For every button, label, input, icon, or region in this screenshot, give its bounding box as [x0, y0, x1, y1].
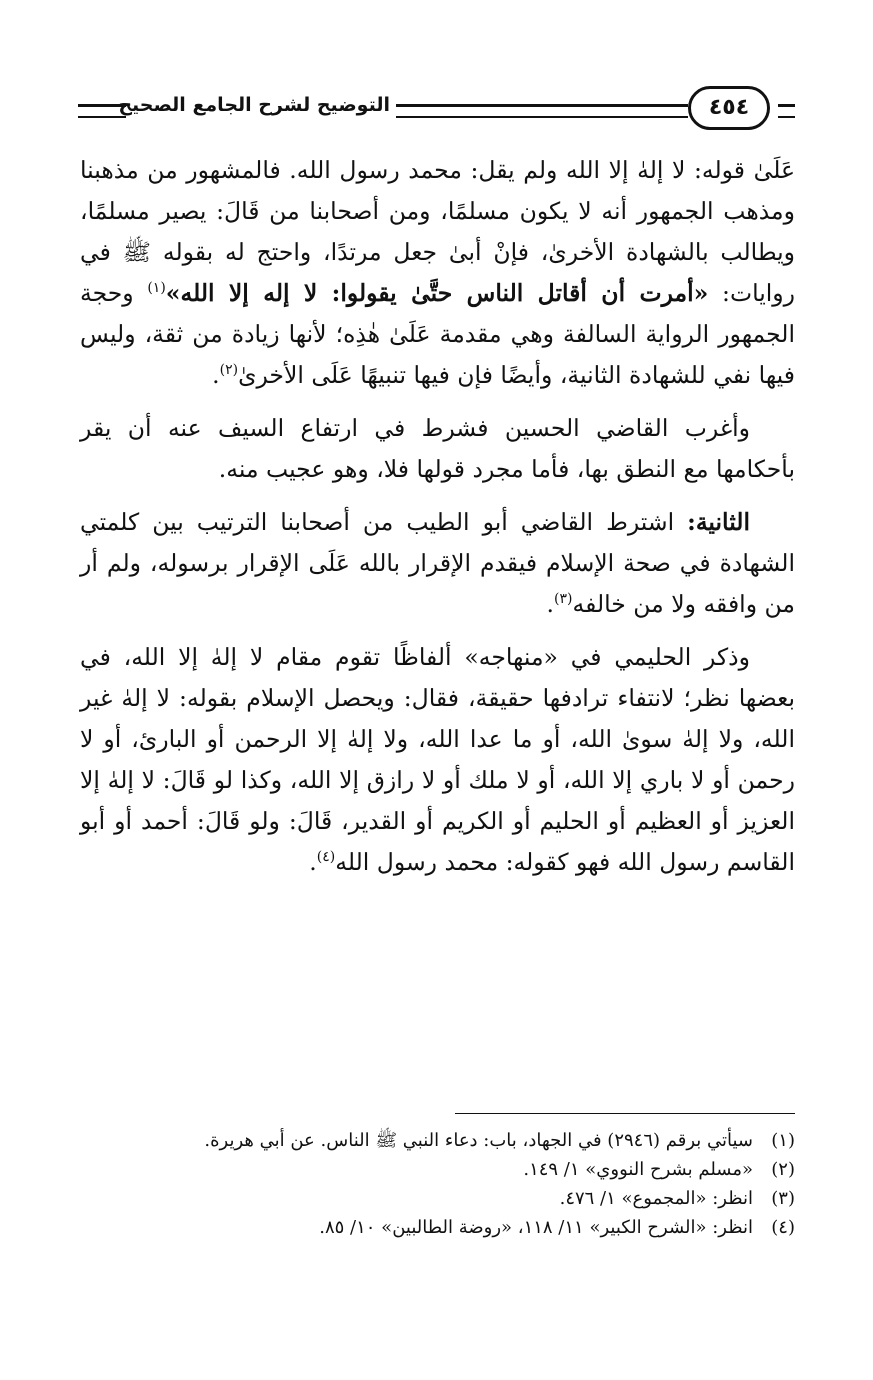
page-header — [78, 86, 795, 130]
footnote-text: انظر: «المجموع» ١/ ٤٧٦. — [559, 1188, 753, 1209]
hadith-quote: «أمرت أن أقاتل الناس حتَّىٰ يقولوا: لا إله إلا الله» — [165, 279, 709, 307]
paragraph-2: وأغرب القاضي الحسين فشرط في ارتفاع السيف عنه أن يقر بأحكامها مع النطق بها، فأما مجرد قولها فلا، وهو عجيب منه. — [80, 414, 795, 483]
footnote-text: انظر: «الشرح الكبير» ١١/ ١١٨، «روضة الطالبين» ١٠/ ٨٥. — [319, 1217, 753, 1238]
p4-text: وذكر الحليمي في «منهاجه» ألفاظًا تقوم مقام لا إلهٰ إلا الله، في بعضها نظر؛ لانتفاء ترادفها حقيقة، فقال: ويحصل الإسلام بقوله: لا إلهٰ غير الله، ولا إلهٰ سوىٰ الله، أو ما عدا الله، ولا إلهٰ إلا الرحمن أو البارئ، أو لا رحمن أو لا باري إلا الله، أو لا ملك أو لا رازق إلا الله، وكذا لو قَالَ: لا إلهٰ إلا العزيز أو العظيم أو الحليم أو الكريم أو القدير، قَالَ: ولو قَالَ: أحمد أو أبو القاسم رسول الله فهو كقوله: محمد رسول الله — [80, 643, 795, 876]
footnote-number: (٢) — [771, 1159, 795, 1180]
footnote-separator — [455, 1113, 795, 1114]
p3-text: اشترط القاضي أبو الطيب من أصحابنا الترتيب بين كلمتي الشهادة في صحة الإسلام فيقدم الإقرار بالله عَلَى الإقرار برسوله، ولم أر من وافقه ولا من خالفه — [80, 508, 795, 618]
footnotes — [80, 1126, 795, 1242]
footnote-ref-2: (٢) — [219, 362, 239, 379]
footnote-1 — [80, 1126, 795, 1155]
footnote-number: (٣) — [771, 1188, 795, 1209]
running-title: التوضيح لشرح الجامع الصحيح — [118, 94, 390, 116]
second-heading: الثانية: — [687, 508, 750, 536]
footnote-ref-3: (٣) — [554, 591, 573, 608]
footnote-4 — [80, 1213, 795, 1242]
footnote-ref-1: (١) — [147, 280, 166, 297]
p4-end: . — [309, 848, 317, 876]
p1-text-a: عَلَىٰ قوله: لا إلهٰ إلا الله ولم يقل: محمد رسول الله. فالمشهور من مذهبنا ومذهب الجمهور أنه لا يكون مسلمًا، ومن أصحابنا من قَالَ: يصير مسلمًا، ويطالب بالشهادة الأخرىٰ، فإنْ أبىٰ جعل مرتدًا، واحتج له بقوله ﷺ في روايات: — [80, 156, 796, 307]
footnote-3 — [80, 1184, 795, 1213]
p3-end: . — [546, 590, 555, 618]
paragraph-3 — [80, 502, 795, 625]
footnote-text: «مسلم بشرح النووي» ١/ ١٤٩. — [523, 1159, 753, 1180]
p1-end: . — [212, 361, 220, 389]
footnote-number: (١) — [771, 1130, 795, 1151]
header-rule-middle — [396, 104, 688, 118]
footnote-2 — [80, 1155, 795, 1184]
paragraph-4 — [80, 637, 795, 883]
page-number: ٤٥٤ — [688, 86, 770, 130]
footnote-ref-4: (٤) — [316, 849, 336, 866]
footnote-number: (٤) — [771, 1217, 795, 1238]
header-rule-right — [778, 104, 795, 118]
footnote-text: سيأتي برقم (٢٩٤٦) في الجهاد، باب: دعاء النبي ﷺ الناس. عن أبي هريرة. — [204, 1130, 753, 1151]
p1-text-b: وحجة الجمهور الرواية السالفة وهي مقدمة عَلَىٰ هٰذِه؛ لأنها زيادة من ثقة، وليس فيها نفي للشهادة الثانية، وأيضًا فإن فيها تنبيهًا عَلَى الأخرىٰ — [80, 279, 795, 389]
paragraph-1 — [80, 150, 795, 396]
main-text — [80, 150, 795, 883]
